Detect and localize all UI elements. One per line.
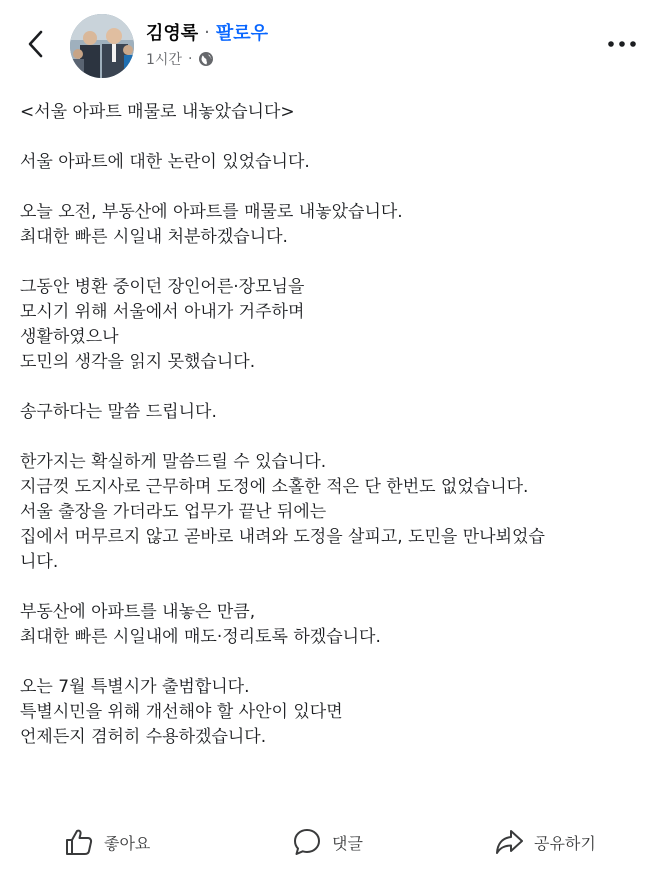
- post-text: [20, 100, 646, 750]
- more-options-button[interactable]: [604, 30, 640, 58]
- blank-line: [20, 425, 646, 450]
- share-label: 공유하기: [534, 833, 596, 853]
- blank-line: [20, 175, 646, 200]
- post-header: [0, 0, 658, 90]
- like-label: 좋아요: [104, 833, 151, 853]
- author-name[interactable]: 김영록: [146, 23, 199, 44]
- post-line: 부동산에 아파트를 내놓은 만큼,: [20, 602, 256, 622]
- thumbs-up-icon: [64, 827, 94, 857]
- post-line: 언제든지 겸허히 수용하겠습니다.: [20, 727, 267, 747]
- blank-line: [20, 375, 646, 400]
- post-line: 그동안 병환 중이던 장인어른·장모님을: [20, 277, 305, 297]
- post-line: 특별시민을 위해 개선해야 할 사안이 있다면: [20, 702, 343, 722]
- blank-line: [20, 250, 646, 275]
- back-arrow-icon: [26, 29, 46, 59]
- author-avatar[interactable]: [70, 14, 134, 78]
- share-arrow-icon: [494, 827, 524, 857]
- post-line: 오는 7월 특별시가 출범합니다.: [20, 677, 250, 697]
- comment-bubble-icon: [292, 827, 322, 857]
- post-line: 도민의 생각을 읽지 못했습니다.: [20, 352, 256, 372]
- post-line: 최대한 빠른 시일내 처분하겠습니다.: [20, 227, 288, 247]
- like-button[interactable]: [64, 820, 150, 864]
- post-line: 송구하다는 말씀 드립니다.: [20, 402, 217, 422]
- globe-icon: [198, 51, 214, 67]
- post-line: 집에서 머무르지 않고 곧바로 내려와 도정을 살피고, 도민을 만나뵈었습: [20, 527, 545, 547]
- blank-line: [20, 650, 646, 675]
- share-button[interactable]: [494, 820, 596, 864]
- post-line: 최대한 빠른 시일내에 매도·정리토록 하겠습니다.: [20, 627, 381, 647]
- post-line: 서울 아파트에 대한 논란이 있었습니다.: [20, 152, 310, 172]
- post-line: 모시기 위해 서울에서 아내가 거주하며: [20, 302, 305, 322]
- post-line: 생활하였으나: [20, 327, 119, 347]
- post-line: 오늘 오전, 부동산에 아파트를 매물로 내놓았습니다.: [20, 202, 403, 222]
- post-line: 한가지는 확실하게 말씀드릴 수 있습니다.: [20, 452, 327, 472]
- post-line: 니다.: [20, 552, 59, 572]
- follow-button[interactable]: 팔로우: [215, 23, 269, 44]
- comment-button[interactable]: [292, 820, 363, 864]
- blank-line: [20, 575, 646, 600]
- author-row: [146, 18, 268, 46]
- back-button[interactable]: [18, 24, 54, 64]
- post-timestamp[interactable]: 1시간: [146, 52, 182, 68]
- name-separator: ·: [204, 21, 210, 43]
- meta-separator: ·: [187, 51, 193, 67]
- post-line: 서울 출장을 가더라도 업무가 끝난 뒤에는: [20, 502, 327, 522]
- post-line: 지금껏 도지사로 근무하며 도정에 소홀한 적은 단 한번도 없었습니다.: [20, 477, 529, 497]
- blank-line: [20, 125, 646, 150]
- comment-label: 댓글: [332, 833, 363, 853]
- post-line: <서울 아파트 매물로 내놓았습니다>: [20, 102, 295, 122]
- more-dots-icon: [607, 40, 637, 48]
- post-action-bar: [0, 820, 658, 864]
- post-meta: [146, 48, 214, 70]
